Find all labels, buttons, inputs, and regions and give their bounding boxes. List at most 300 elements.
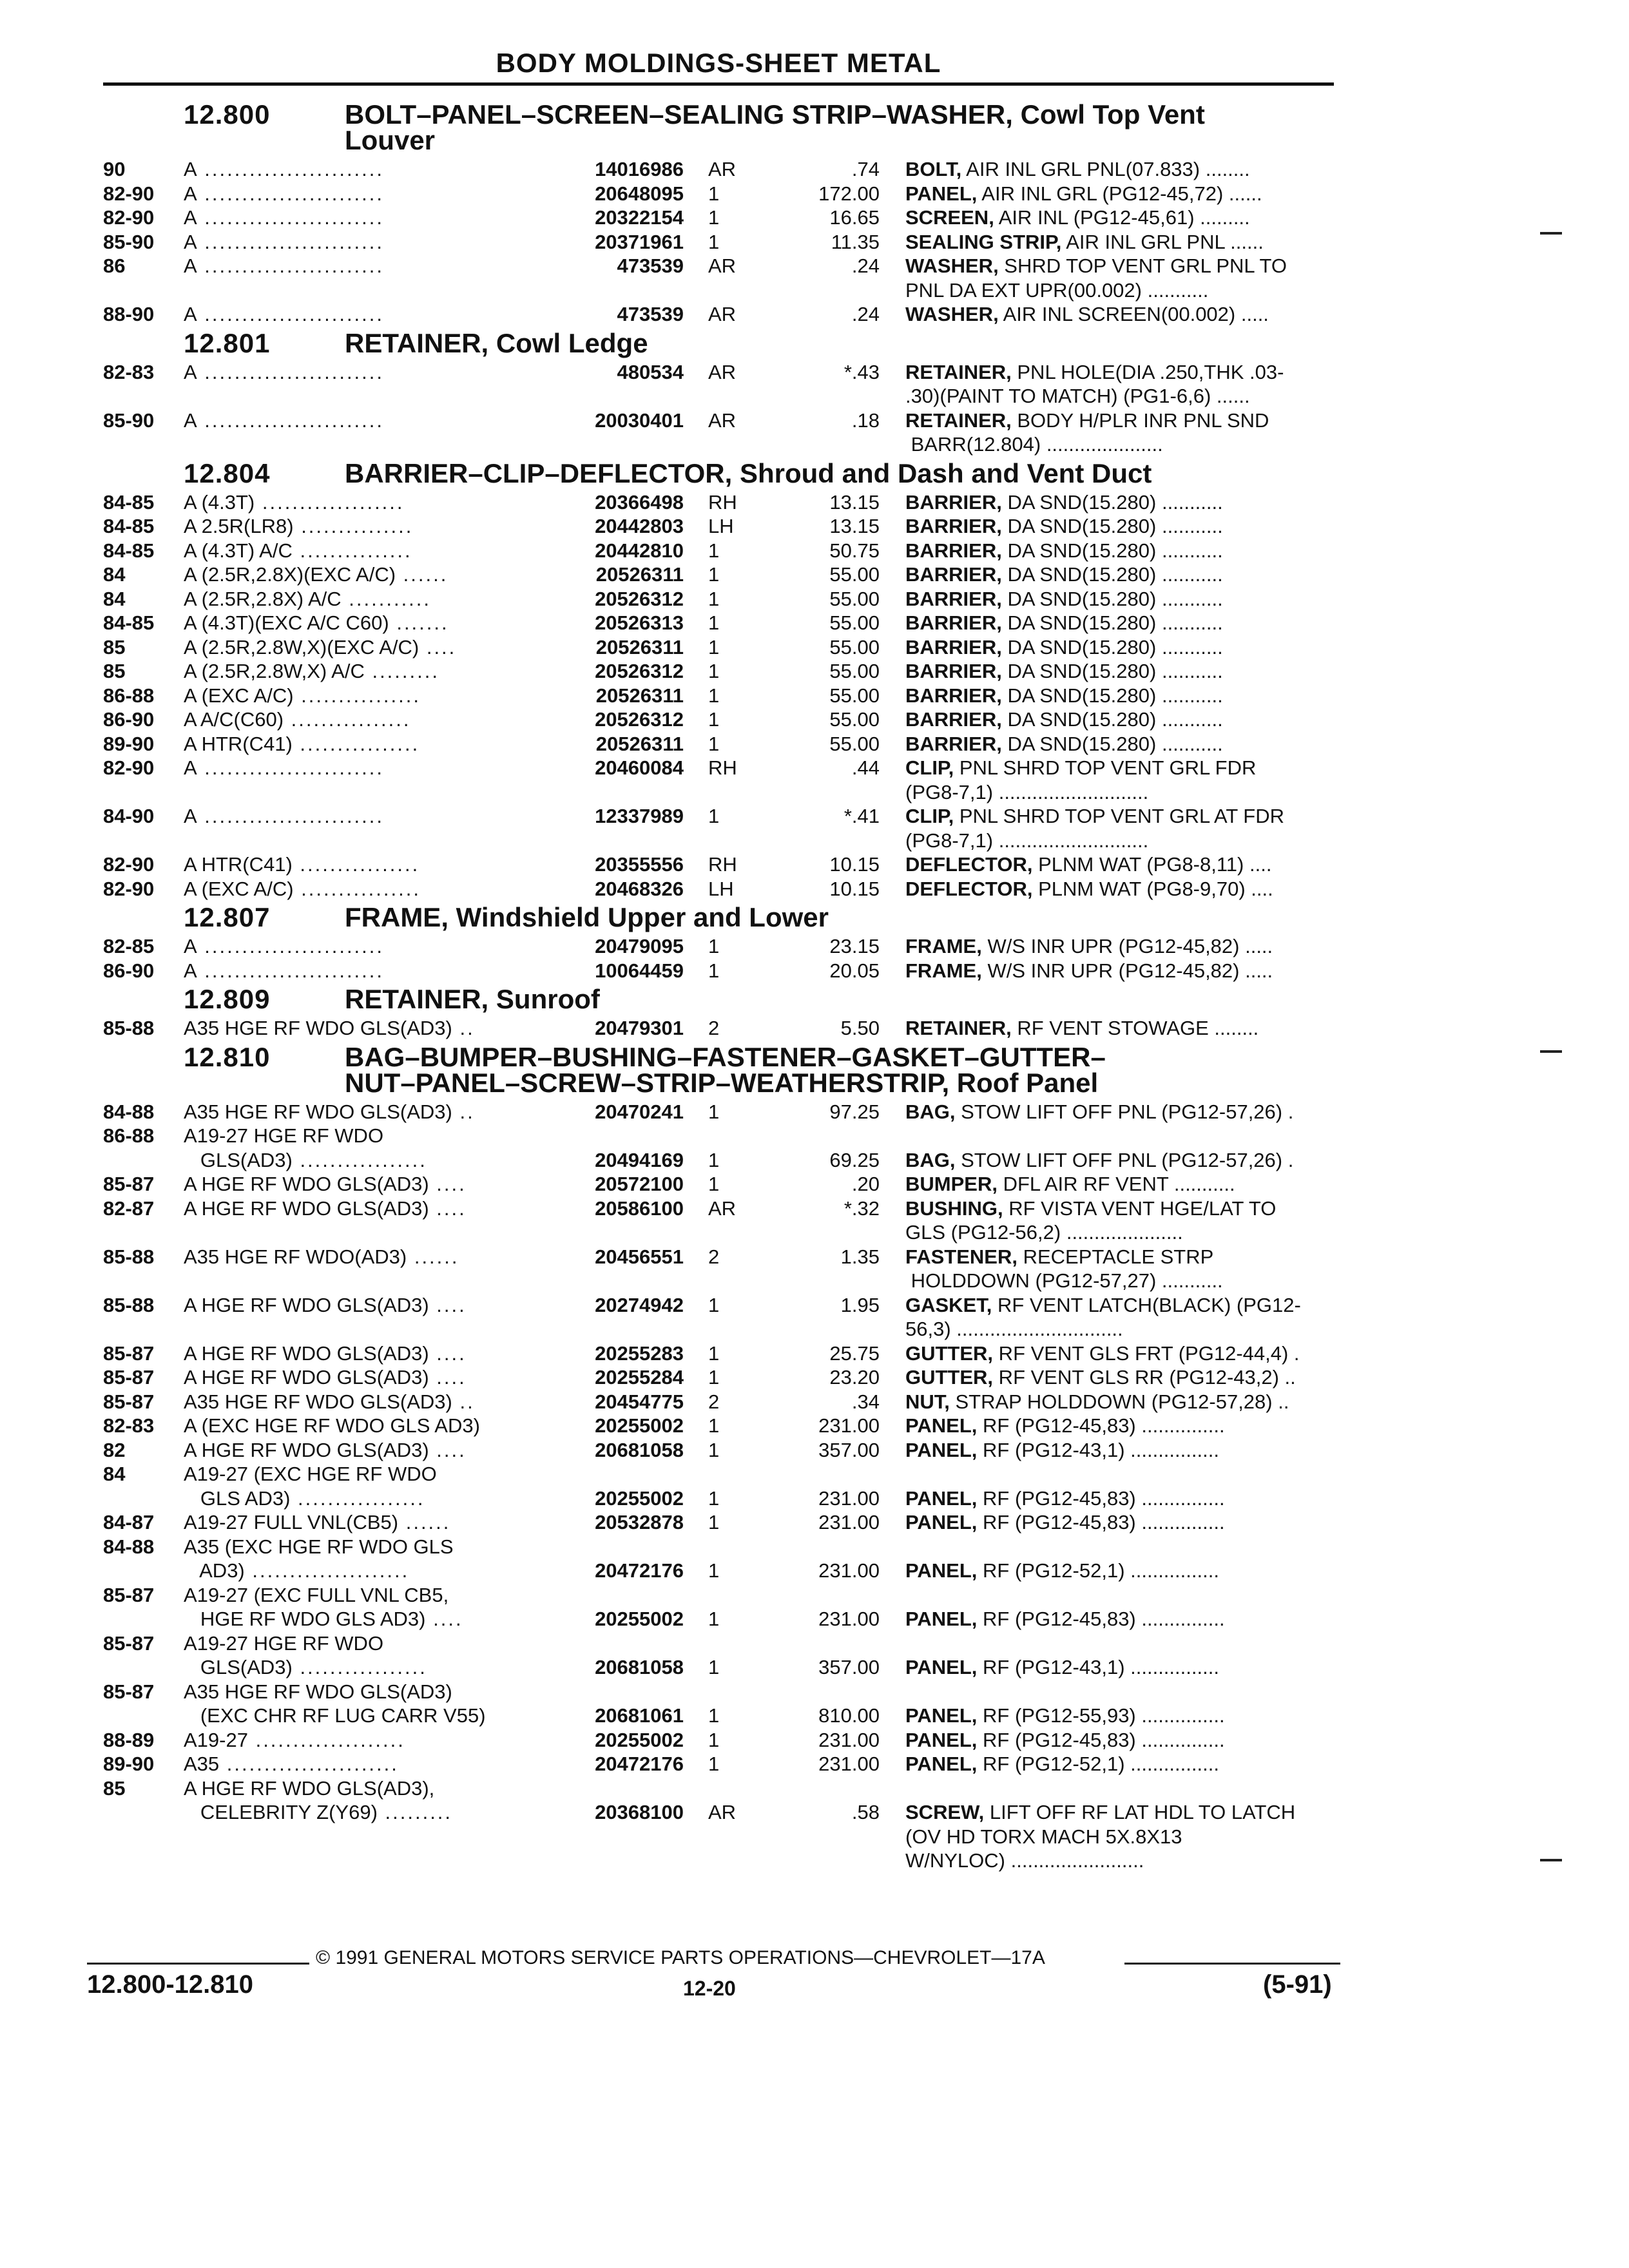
price — [757, 432, 880, 457]
part-number — [557, 1825, 686, 1849]
part-name — [905, 1317, 1376, 1341]
part-name — [905, 562, 1376, 587]
part-name — [905, 1100, 1376, 1124]
quantity: 1 — [708, 1753, 720, 1775]
part-detail: DA SND(15.280) ........... — [1001, 563, 1223, 586]
section-number: 12.804 — [184, 457, 271, 488]
part-name — [905, 1825, 1376, 1849]
application-text: A HTR(C41) — [184, 853, 293, 876]
part-name — [905, 1016, 1376, 1041]
model-years: 82-90 — [103, 877, 155, 900]
model-years: 82-87 — [103, 1196, 155, 1220]
application-text: A35 HGE RF WDO GLS(AD3) — [184, 1100, 452, 1123]
part-number — [557, 1462, 686, 1486]
spacer — [880, 539, 905, 563]
dot-leader: ........................ — [197, 303, 385, 325]
part-number: 20479301 — [595, 1017, 684, 1039]
application-desc — [184, 1535, 557, 1559]
part-name — [905, 587, 1376, 611]
model-years: 85 — [103, 660, 126, 682]
model-years: 84-90 — [103, 805, 155, 827]
part-name — [905, 1269, 1376, 1293]
model-years: 82-83 — [103, 360, 155, 383]
application-desc — [184, 206, 557, 230]
price: 97.25 — [829, 1100, 880, 1123]
model-years: 82-90 — [103, 853, 155, 876]
price — [757, 829, 880, 853]
spacer — [880, 959, 905, 983]
part-number: 20255283 — [595, 1341, 684, 1365]
parts-row — [103, 1752, 1340, 1776]
application-text: A — [184, 756, 197, 779]
part-name-bold: BARRIER, — [905, 515, 1002, 537]
part-name — [905, 1559, 1376, 1583]
part-name — [905, 230, 1376, 255]
application-text: A19-27 (EXC FULL VNL CB5, — [184, 1583, 449, 1606]
spacer — [880, 1341, 905, 1366]
quantity: 1 — [708, 959, 720, 982]
part-number: 20681058 — [595, 1438, 684, 1461]
part-name — [905, 1607, 1376, 1631]
price: 55.00 — [829, 635, 880, 658]
price — [757, 1269, 880, 1293]
price — [757, 1680, 880, 1704]
application-text: HGE RF WDO GLS AD3) — [184, 1608, 426, 1630]
section-header — [103, 99, 1340, 155]
part-detail: PNL HOLE(DIA .250,THK .03- — [1011, 360, 1284, 383]
parts-row — [103, 432, 1340, 457]
parts-row — [103, 1535, 1340, 1559]
part-number: 20322154 — [595, 206, 684, 229]
part-name — [905, 1486, 1376, 1511]
part-name-bold: PANEL, — [905, 1414, 978, 1437]
spacer — [880, 659, 905, 684]
part-number: 20355556 — [595, 853, 684, 876]
parts-row — [103, 1800, 1340, 1825]
application-text: A — [184, 230, 197, 253]
part-name-bold: BOLT, — [905, 158, 962, 180]
part-name — [905, 1245, 1376, 1269]
part-number: 20274942 — [595, 1293, 684, 1316]
part-detail: DA SND(15.280) ........... — [1001, 708, 1223, 731]
parts-row — [103, 852, 1340, 877]
parts-row — [103, 1269, 1340, 1293]
application-desc — [184, 934, 557, 959]
parts-row — [103, 1220, 1340, 1245]
application-desc — [184, 1486, 557, 1511]
quantity — [686, 1849, 757, 1873]
part-number: 20371961 — [595, 230, 684, 253]
part-detail: AIR INL GRL PNL ...... — [1061, 230, 1264, 253]
parts-row — [103, 1776, 1340, 1801]
part-number: 20456551 — [595, 1245, 684, 1268]
part-detail: DA SND(15.280) ........... — [1001, 539, 1223, 562]
quantity: 1 — [708, 1414, 720, 1437]
application-text: AD3) — [184, 1559, 245, 1582]
part-detail: SHRD TOP VENT GRL PNL TO — [998, 255, 1287, 277]
application-desc — [184, 562, 557, 587]
part-detail: RF (PG12-45,83) ............... — [977, 1608, 1225, 1630]
model-years — [103, 1148, 184, 1173]
application-text: GLS(AD3) — [184, 1148, 293, 1171]
spacer — [880, 934, 905, 959]
dot-leader: .... — [429, 1366, 467, 1389]
section-header — [103, 986, 1340, 1012]
dot-leader: .... — [425, 1608, 463, 1630]
part-number — [557, 278, 686, 303]
model-years — [103, 1655, 184, 1680]
parts-row — [103, 829, 1340, 853]
price: 55.00 — [829, 660, 880, 682]
application-text: A35 (EXC HGE RF WDO GLS — [184, 1535, 454, 1558]
part-number: 20442810 — [595, 539, 684, 562]
price: 25.75 — [829, 1341, 880, 1365]
application-desc — [184, 1414, 557, 1438]
application-desc — [184, 1655, 557, 1680]
part-detail: STRAP HOLDDOWN (PG12-57,28) .. — [949, 1390, 1289, 1413]
price: 1.35 — [840, 1245, 880, 1268]
application-desc — [184, 254, 557, 278]
part-name-bold: DEFLECTOR, — [905, 853, 1033, 876]
dot-leader: ........................ — [197, 206, 385, 229]
part-name-bold: RETAINER, — [905, 1017, 1012, 1039]
application-desc — [184, 829, 557, 853]
spacer — [880, 804, 905, 829]
price: 231.00 — [818, 1486, 880, 1510]
application-text: A19-27 HGE RF WDO — [184, 1631, 384, 1655]
footer-rule-left — [87, 1963, 309, 1965]
spacer — [880, 852, 905, 877]
application-text: (EXC CHR RF LUG CARR V55) — [184, 1704, 486, 1727]
part-name-bold: FRAME, — [905, 959, 982, 982]
quantity: 1 — [708, 1173, 720, 1195]
parts-row — [103, 1100, 1340, 1124]
part-name — [905, 659, 1376, 684]
part-detail: RF (PG12-45,83) ............... — [977, 1511, 1225, 1533]
part-detail: RF VISTA VENT HGE/LAT TO — [1003, 1196, 1277, 1220]
application-desc — [184, 432, 557, 457]
model-years: 82-90 — [103, 182, 155, 205]
part-detail: RF (PG12-45,83) ............... — [977, 1486, 1225, 1510]
application-desc — [184, 1728, 557, 1753]
parts-row — [103, 1462, 1340, 1486]
quantity — [686, 1776, 757, 1801]
part-number: 20442803 — [595, 515, 684, 537]
price: 50.75 — [829, 539, 880, 562]
spacer — [880, 1245, 905, 1269]
spacer — [880, 1486, 905, 1511]
price: .58 — [851, 1801, 880, 1823]
spacer — [880, 278, 905, 303]
application-desc — [184, 182, 557, 206]
model-years: 84-85 — [103, 539, 155, 562]
application-text: A HGE RF WDO GLS(AD3) — [184, 1196, 429, 1220]
price — [757, 1849, 880, 1873]
application-text: A — [184, 408, 197, 432]
dot-leader: ........................ — [197, 158, 385, 180]
part-detail: W/S INR UPR (PG12-45,82) ..... — [981, 935, 1273, 957]
part-detail: RECEPTACLE STRP — [1017, 1245, 1214, 1268]
application-desc — [184, 804, 557, 829]
part-name — [905, 1196, 1376, 1221]
model-years — [103, 1559, 184, 1583]
price: .34 — [851, 1390, 880, 1413]
application-desc — [184, 360, 557, 385]
part-name — [905, 1438, 1376, 1463]
parts-row — [103, 1559, 1340, 1583]
part-number: 480534 — [617, 360, 684, 383]
application-text: A — [184, 935, 197, 957]
application-desc — [184, 1341, 557, 1366]
section-header — [103, 902, 1340, 932]
dot-leader: .... — [429, 1293, 467, 1316]
application-desc — [184, 1752, 557, 1776]
spacer — [880, 514, 905, 539]
section-header — [103, 457, 1340, 488]
dot-leader: ................ — [293, 877, 421, 900]
part-number: 20255002 — [595, 1728, 684, 1751]
part-name-bold: BARRIER, — [905, 684, 1002, 707]
model-years: 86-88 — [103, 684, 155, 707]
application-desc — [184, 384, 557, 408]
application-desc — [184, 611, 557, 635]
quantity — [686, 1462, 757, 1486]
part-number: 20472176 — [595, 1559, 684, 1582]
quantity — [686, 1583, 757, 1608]
application-desc — [184, 852, 557, 877]
part-name-bold: GUTTER, — [905, 1366, 994, 1389]
quantity: 1 — [708, 1559, 720, 1582]
section-title — [345, 1041, 1340, 1098]
section-title-line: RETAINER, Sunroof — [345, 984, 600, 1014]
spacer — [880, 1293, 905, 1318]
part-number: 473539 — [617, 303, 684, 325]
quantity: AR — [708, 1801, 737, 1823]
part-detail: RF (PG12-52,1) ................ — [977, 1559, 1219, 1582]
part-name — [905, 829, 1376, 853]
part-name — [905, 732, 1376, 756]
quantity: 1 — [708, 1293, 720, 1316]
part-number: 20479095 — [595, 935, 684, 957]
spacer — [880, 182, 905, 206]
price: 11.35 — [831, 230, 880, 253]
spacer — [880, 684, 905, 708]
part-number: 20526312 — [595, 708, 684, 731]
quantity: AR — [708, 303, 737, 325]
dot-leader: ........... — [341, 587, 432, 610]
application-desc — [184, 877, 557, 901]
quantity: AR — [708, 408, 737, 432]
price: 13.15 — [829, 515, 880, 537]
part-name-bold: PANEL, — [905, 182, 978, 205]
dot-leader: ..................... — [244, 1559, 410, 1582]
quantity: RH — [708, 490, 737, 514]
dot-leader: ............... — [292, 539, 412, 562]
quantity: 1 — [708, 206, 720, 229]
price: 55.00 — [829, 611, 880, 634]
part-name — [905, 278, 1376, 303]
model-years: 85-88 — [103, 1245, 155, 1268]
dot-leader: ................ — [293, 684, 421, 707]
section-title-line: FRAME, Windshield Upper and Lower — [345, 902, 829, 932]
section-number: 12.800 — [184, 99, 271, 130]
part-number: 20368100 — [595, 1801, 684, 1823]
part-number: 20494169 — [595, 1148, 684, 1171]
parts-row — [103, 587, 1340, 611]
parts-row — [103, 1680, 1340, 1704]
spacer — [880, 1196, 905, 1221]
dot-leader: ........................ — [197, 408, 385, 432]
spacer — [880, 635, 905, 660]
parts-row — [103, 1414, 1340, 1438]
spacer — [880, 1124, 905, 1148]
part-name-bold: PANEL, — [905, 1486, 978, 1510]
quantity: 1 — [708, 1438, 720, 1461]
part-name — [905, 302, 1376, 327]
spacer — [880, 1317, 905, 1341]
parts-row — [103, 1655, 1340, 1680]
quantity: 1 — [708, 1486, 720, 1510]
section-title-line: BARRIER–CLIP–DEFLECTOR, Shroud and Dash and Vent Duct — [345, 457, 1152, 488]
application-desc — [184, 302, 557, 327]
quantity: AR — [708, 255, 737, 277]
part-name-bold: BARRIER, — [905, 732, 1002, 755]
parts-row — [103, 1704, 1340, 1728]
section-number: 12.801 — [184, 327, 271, 358]
part-name — [905, 1414, 1376, 1438]
application-desc — [184, 1704, 557, 1728]
part-name-bold: BARRIER, — [905, 708, 1002, 731]
application-text: A — [184, 182, 197, 205]
spacer — [880, 206, 905, 230]
part-name — [905, 254, 1376, 278]
parts-row — [103, 934, 1340, 959]
spacer — [880, 1680, 905, 1704]
application-desc — [184, 1462, 557, 1486]
dot-leader: ................ — [292, 853, 420, 876]
price: 69.25 — [829, 1148, 880, 1171]
application-text: A — [184, 805, 197, 827]
part-detail: 56,3) .............................. — [905, 1318, 1123, 1340]
application-desc — [184, 1583, 557, 1608]
application-desc — [184, 587, 557, 611]
price: 5.50 — [840, 1017, 880, 1039]
spacer — [880, 829, 905, 853]
quantity: 2 — [708, 1245, 720, 1268]
part-number: 20030401 — [595, 408, 684, 432]
part-detail: RF VENT GLS RR (PG12-43,2) .. — [993, 1366, 1296, 1389]
part-name — [905, 1220, 1376, 1245]
part-detail: DA SND(15.280) ........... — [1001, 684, 1223, 707]
part-name — [905, 514, 1376, 539]
part-number: 20255002 — [595, 1414, 684, 1437]
part-name — [905, 360, 1376, 385]
part-detail: RF (PG12-45,83) ............... — [977, 1728, 1225, 1751]
part-name — [905, 182, 1376, 206]
footer-page-number: 12-20 — [683, 1977, 736, 2000]
section-title-line: BAG–BUMPER–BUSHING–FASTENER–GASKET–GUTTER– — [345, 1041, 1106, 1072]
application-text: A HGE RF WDO GLS(AD3) — [184, 1438, 429, 1461]
application-text: A — [184, 206, 197, 229]
footer-section-range: 12.800-12.810 — [87, 1970, 254, 1999]
part-detail: LIFT OFF RF LAT HDL TO LATCH — [984, 1801, 1296, 1823]
spacer — [880, 1849, 905, 1873]
part-name-bold: BAG, — [905, 1148, 956, 1171]
section-title-line: NUT–PANEL–SCREW–STRIP–WEATHERSTRIP, Roof Panel — [345, 1067, 1099, 1098]
section-number: 12.809 — [184, 984, 271, 1014]
part-detail: (PG8-7,1) ........................... — [905, 829, 1149, 852]
part-name-bold: PANEL, — [905, 1704, 978, 1727]
part-number: 20681061 — [595, 1704, 684, 1727]
dot-leader: ...... — [407, 1245, 459, 1268]
parts-row — [103, 1849, 1340, 1873]
price: *.43 — [843, 360, 880, 383]
quantity: AR — [708, 360, 737, 383]
part-number: 14016986 — [595, 158, 684, 180]
part-detail: DA SND(15.280) ........... — [1001, 587, 1223, 610]
spacer — [880, 1269, 905, 1293]
application-desc — [184, 1317, 557, 1341]
part-name-bold: PANEL, — [905, 1511, 978, 1533]
part-number: 20472176 — [595, 1753, 684, 1775]
section-title-line: Louver — [345, 125, 436, 155]
price — [757, 1220, 880, 1245]
model-years — [103, 432, 184, 457]
part-number — [557, 780, 686, 805]
spacer — [880, 1776, 905, 1801]
part-name — [905, 1849, 1376, 1873]
price: 231.00 — [818, 1559, 880, 1582]
parts-row — [103, 1583, 1340, 1608]
spacer — [880, 732, 905, 756]
price: 16.65 — [829, 206, 880, 229]
model-years: 86-90 — [103, 708, 155, 731]
part-name-bold: BARRIER, — [905, 587, 1002, 610]
parts-row — [103, 384, 1340, 408]
quantity: 1 — [708, 1728, 720, 1751]
quantity: 2 — [708, 1017, 720, 1039]
model-years: 85-87 — [103, 1341, 155, 1365]
part-name — [905, 756, 1376, 780]
dot-leader: .. — [452, 1017, 475, 1039]
part-detail: AIR INL SCREEN(00.002) ..... — [998, 303, 1269, 325]
application-desc — [184, 1559, 557, 1583]
quantity: 1 — [708, 1100, 720, 1123]
application-text: A (EXC HGE RF WDO GLS AD3) — [184, 1414, 480, 1437]
dot-leader: ................. — [290, 1486, 425, 1510]
parts-row — [103, 302, 1340, 327]
application-text: A19-27 HGE RF WDO — [184, 1124, 384, 1147]
model-years: 85 — [103, 1776, 126, 1800]
section-title — [345, 986, 1340, 1012]
part-name-bold: PANEL, — [905, 1559, 978, 1582]
part-number — [557, 1631, 686, 1656]
price — [757, 1631, 880, 1656]
part-name — [905, 1752, 1376, 1776]
dot-leader: ......... — [364, 660, 439, 682]
parts-row — [103, 1631, 1340, 1656]
model-years: 85-90 — [103, 230, 155, 253]
quantity — [686, 278, 757, 303]
part-name — [905, 1365, 1376, 1390]
parts-row — [103, 490, 1340, 515]
application-desc — [184, 1269, 557, 1293]
quantity: 2 — [708, 1390, 720, 1413]
quantity: 1 — [708, 635, 720, 658]
parts-row — [103, 1365, 1340, 1390]
part-name-bold: BARRIER, — [905, 490, 1002, 514]
parts-row — [103, 1245, 1340, 1269]
